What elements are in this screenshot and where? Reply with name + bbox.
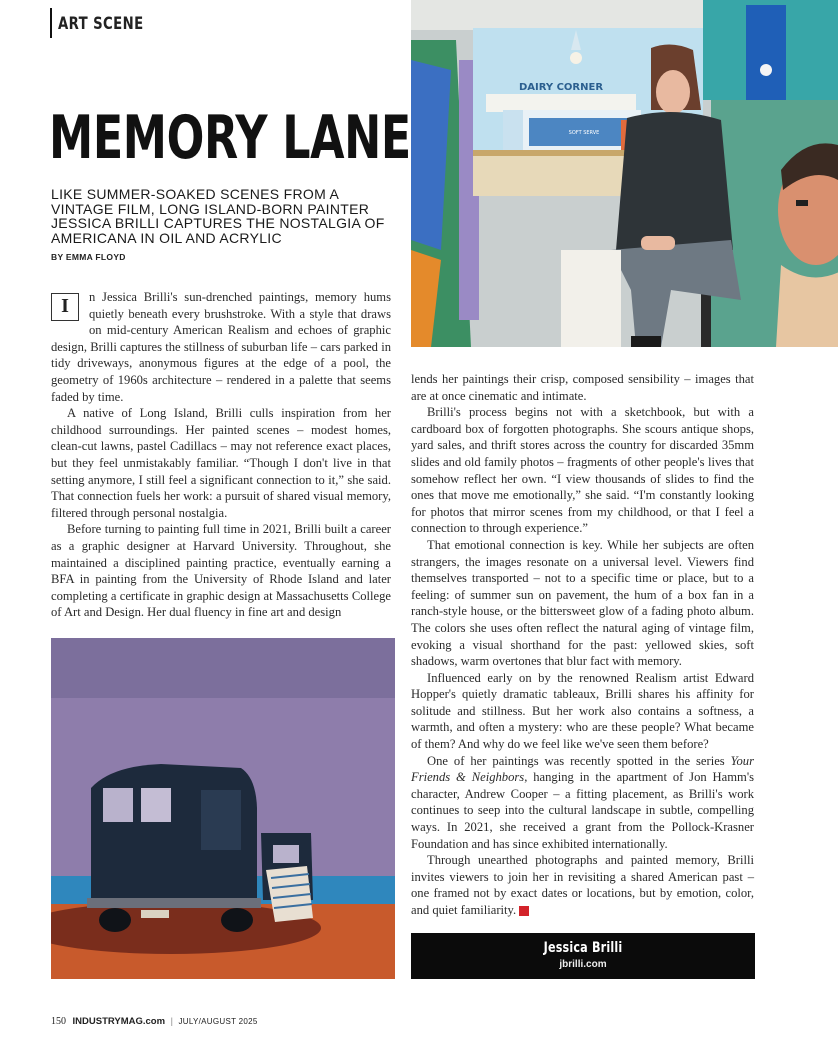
page-footer xyxy=(51,1016,258,1027)
end-mark-icon: I xyxy=(519,906,529,916)
paragraph-8-text-b: , hanging in the apartment of Jon Hamm's character, Andrew Cooper – a fitting placement, as Brilli's work continues to seep into the cultural landscape in subtle, compelling ways. In 2021, she received a grant from the Pollock-Krasner Foundation and has since exhibited internationally. xyxy=(411,770,754,851)
artist-name: Jessica Brilli xyxy=(543,940,623,956)
dairy-corner-sign: DAIRY CORNER xyxy=(518,82,604,93)
paragraph-8 xyxy=(411,753,754,853)
article-column-1 xyxy=(51,289,391,621)
article-column-2 xyxy=(411,371,754,919)
artist-website-link[interactable]: jbrilli.com xyxy=(559,959,607,970)
headline: MEMORY LANE xyxy=(49,103,411,173)
van-painting-illustration xyxy=(51,638,395,979)
paragraph-4: lends her paintings their crisp, composed sensibility – images that are at once cinematic and intimate. xyxy=(411,372,754,403)
dek: LIKE SUMMER-SOAKED SCENES FROM A VINTAGE FILM, LONG ISLAND-BORN PAINTER JESSICA BRILLI CAPTURES THE NOSTALGIA OF AMERICANA IN OIL AND ACRYLIC xyxy=(51,186,385,246)
artist-studio-photo xyxy=(411,0,838,347)
footer-separator: | xyxy=(170,1016,173,1026)
paragraph-9-text: Through unearthed photographs and painted memory, Brilli invites viewers to join her in revisiting a shared American past – one framed not by exact dates or locations, but by emotion, color, and quiet familiarity. xyxy=(411,853,754,917)
paragraph-1-text: n Jessica Brilli's sun-drenched paintings, memory hums quietly beneath every brushstroke. With a style that draws on mid-century American Realism and echoes of graphic design, Brilli captures the stillness of suburban life – cars parked in tidy driveways, anonymous figures at the edge of a pool, the geometry of 1960s architecture – rendered in a palette that seems faded by time. xyxy=(51,290,391,404)
issue-date: JULY/AUGUST 2025 xyxy=(178,1017,258,1026)
paragraph-1 xyxy=(51,289,391,405)
van-painting xyxy=(51,638,395,979)
artist-info-box xyxy=(411,933,755,979)
paragraph-9 xyxy=(411,852,754,918)
artist-studio-illustration xyxy=(411,0,838,347)
section-rule xyxy=(50,8,52,38)
paragraph-2: A native of Long Island, Brilli culls inspiration from her childhood surroundings. Her painted scenes – modest homes, clean-cut lawns, pastel Cadillacs – may not reference exact places, but they feel unmistakably familiar. “Though I don't live in that setting anymore, I still feel a significant connection to it,” she said. That connection fuels her work: a pursuit of shared visual memory, filtered through personal nostalgia. xyxy=(51,406,391,520)
site-link[interactable]: INDUSTRYMAG.com xyxy=(72,1016,166,1027)
drop-cap: I xyxy=(51,293,79,321)
paragraph-5: Brilli's process begins not with a sketchbook, but with a cardboard box of forgotten photographs. She scours antique shops, yard sales, and thrift stores across the country for discarded 35mm slides and old family photos – fragments of other people's lives that somehow reflect her own. “I view thousands of slides to find the ones that move me emotionally,” she said. “I'm constantly looking for photos that mirror scenes from my childhood, or that I feel a connection to through experience.” xyxy=(411,405,754,536)
byline: BY EMMA FLOYD xyxy=(51,252,126,262)
show-title: Your Friends & Neighbors xyxy=(411,753,754,785)
paragraph-3: Before turning to painting full time in 2021, Brilli built a career as a graphic designer at Harvard University. Throughout, she maintained a disciplined painting practice, eventually earning a BFA in painting from the University of Rhode Island and later completing a certificate in graphic design at Massachusetts College of Art and Design. Her dual fluency in fine art and design xyxy=(51,522,391,620)
paragraph-6: That emotional connection is key. While her subjects are often strangers, the images resonate on a universal level. Viewers find themselves transported – not to a specific time or place, but to a feeling: of summer sun on pavement, the hum of a box fan in a ranch-style house, or the bittersweet glow of a fading photo album. The colors she uses often reflect the natural aging of vintage film, evoking a visual shorthand for the past: yellowed skies, soft shadows, warm overtones that blur fact with memory. xyxy=(411,537,754,669)
page-number: 150 xyxy=(51,1016,66,1027)
soft-serve-sign: SOFT SERVE xyxy=(568,130,600,136)
paragraph-8-text-a: One of her paintings was recently spotted in the series xyxy=(427,753,731,768)
paragraph-7: Influenced early on by the renowned Realism artist Edward Hopper's quietly dramatic tableaux, Brilli shares his affinity for solitude and stillness. But her work also contains a softness, a warmth, and often a mystery: who are these people? What became of them? And why do we feel like we've seen them before? xyxy=(411,670,754,752)
section-label: ART SCENE xyxy=(58,14,144,34)
